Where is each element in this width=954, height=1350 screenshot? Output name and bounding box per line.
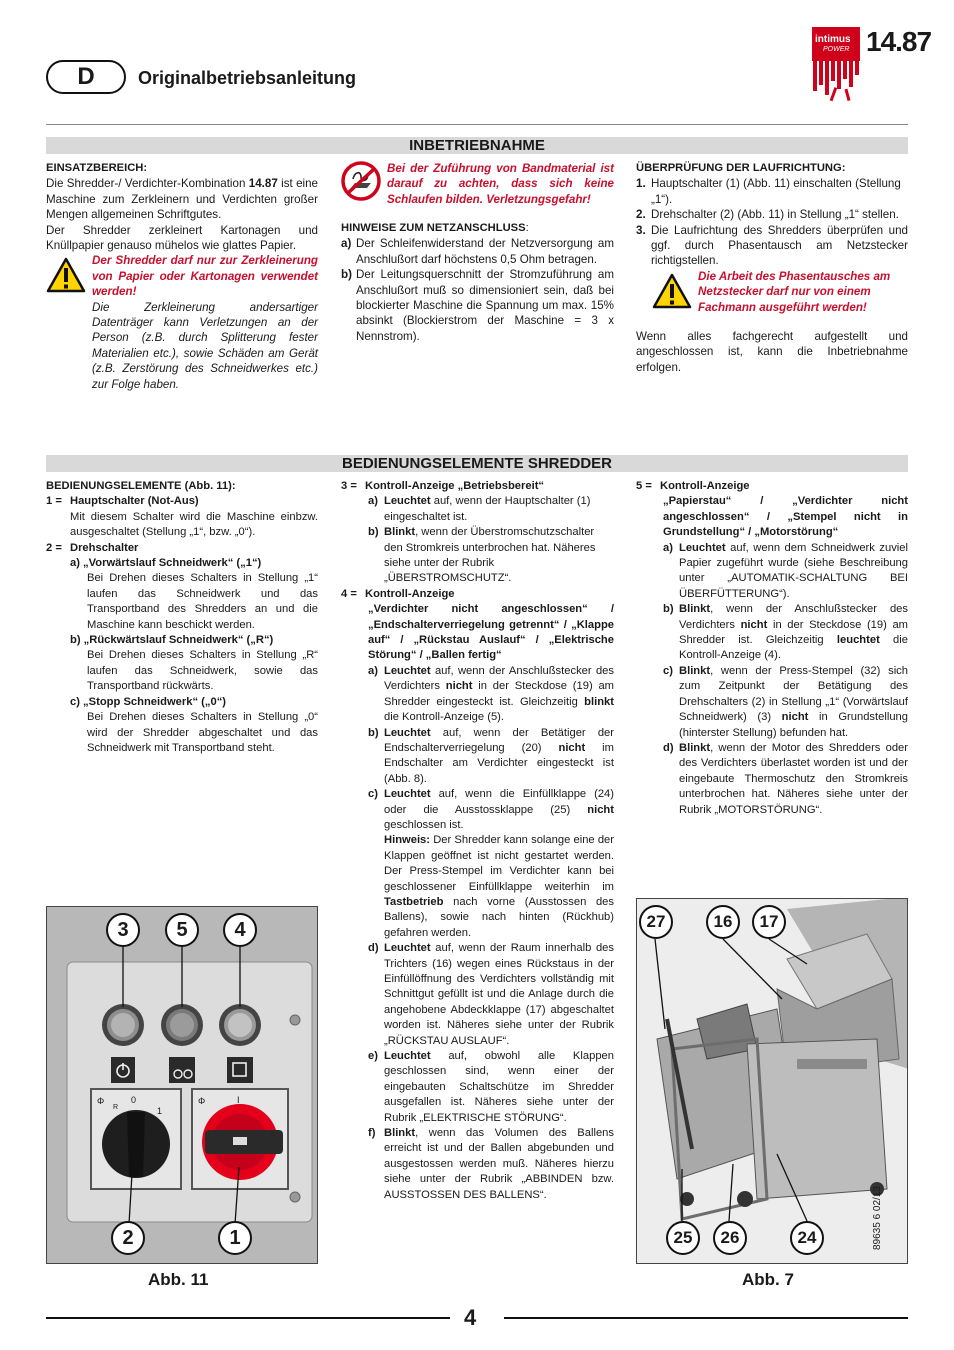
- item-4d: d) Leuchtet auf, wenn der Raum innerhalb des Trichters (16) wegen eines Rückstaus in der Einfüllöffnung des Verdichters vollständig mit Schnittgut gefüllt ist und die Anlage durch die angehobene Abdeckklappe (17) abgeschaltet worden ist. Näheres siehe unter der Rubrik „RÜCKSTAU AUSLAUF“.: [368, 942, 614, 1047]
- item-4c: c) Leuchtet auf, wenn die Einfüllklappe (24) oder die Ausstossklappe (25) nicht geschlossen ist. Hinweis: Der Shredder kann solange eine der Klappen geöffnet ist nicht gestartet werden. Der Press-Stempel im Verdichter kann bei geschlossener Einfüllklappe weiterhin im Tastbetrieb nach vorne (Ausstossen des Ballens), sowie nach hinten (Rückhub) gefahren werden.: [368, 787, 614, 941]
- s1-col1: [46, 161, 318, 392]
- callout-lines: [637, 899, 908, 1264]
- item-4-subtitle: „Verdichter nicht angeschlossen“ / „Endschalterverriegelung getrennt“ / „Klappe auf“ / „Rückstau Auslauf“ / „Elektrische Störung“ / „Ballen fertig“: [368, 603, 614, 662]
- warning-triangle-icon: [46, 257, 86, 293]
- s2-col1: [46, 479, 318, 756]
- item-1-text: Mit diesem Schalter wird die Maschine einbzw. ausgeschaltet (Stellung „1“, bzw. „0“).: [70, 510, 318, 539]
- document-code: 89635 6 02/13: [872, 1186, 883, 1250]
- warning-triangle-icon: [652, 273, 692, 309]
- model-number: 14.87: [866, 26, 932, 57]
- item-3b: b) Blinkt, wenn der Überstromschutzschalter den Stromkreis unterbrochen hat. Näheres siehe unter der Rubrik „ÜBERSTROMSCHUTZ“.: [368, 526, 596, 585]
- callout-2: 2: [111, 1221, 145, 1255]
- warning-note: Die Zerkleinerung andersartiger Datenträger kann Verletzungen an der Person (z.B. durch Splitterung fester Materialien etc.), sowie Schäden am Gerät (z.B. Zerstörung des Schneidwerkes etc.) zur Folge haben.: [92, 300, 318, 391]
- item-2b-title: b) „Rückwärtslauf Schneidwerk“ („R“): [70, 634, 274, 647]
- switch-left-label-1: 1: [157, 1106, 163, 1116]
- item-2c-title: c) „Stopp Schneidwerk“ („0“): [70, 695, 227, 708]
- item-4c-hint: Hinweis: Der Shredder kann solange eine der Klappen geöffnet ist nicht gestartet werden. Der Press-Stempel im Verdichter kann bei geschlossener Einfüllklappe weiterhin im Tastbetrieb nach vorne (Ausstossen des Ballens), sowie nach hinten (Rückhub) gefahren werden.: [384, 834, 614, 939]
- switch-left-label-phi: Φ: [97, 1096, 105, 1106]
- netzanschluss-item: a) Der Schleifenwiderstand der Netzversorgung am Anschlußort darf höchstens 0,5 Ohm betragen.: [341, 237, 614, 266]
- item-2b-text: Bei Drehen dieses Schalters in Stellung „R“ laufen das Schneidwerk, sowie das Transportband rückwärts.: [87, 649, 318, 693]
- switch-left-label-0: 0: [131, 1095, 137, 1105]
- brand-name: intimus: [815, 34, 851, 45]
- header-rule: [46, 124, 908, 125]
- callout-26: 26: [713, 1221, 747, 1255]
- netzanschluss-heading: HINWEISE ZUM NETZANSCHLUSS:: [341, 222, 529, 234]
- netzanschluss-item: b) Der Leitungsquerschnitt der Stromzuführung am Anschlußort muß so dimensioniert sein, daß bei blockierter Maschine die Spannung um max. 15% absinkt (Blockierstrom der Maschine = 3 x Nennstrom).: [341, 268, 614, 343]
- figure-11-control-panel: [46, 906, 318, 1264]
- language-badge: [46, 60, 126, 94]
- s1-col3: [636, 161, 908, 375]
- item-2: 2 = Drehschalter: [46, 541, 139, 554]
- figure-7-machine: [636, 898, 908, 1264]
- einsatzbereich-heading: EINSATZBEREICH:: [46, 162, 148, 174]
- callout-lines: [47, 907, 318, 1264]
- switch-right-label-i: I: [237, 1095, 240, 1105]
- figure-11-caption: Abb. 11: [148, 1270, 209, 1289]
- bedienungselemente-heading: BEDIENUNGSELEMENTE (Abb. 11):: [46, 480, 236, 492]
- item-3: 3 = Kontroll-Anzeige „Betriebsbereit“: [341, 480, 545, 492]
- warning-band-loops: Bei der Zuführung von Bandmaterial ist darauf zu achten, dass sich keine Schlaufen bilden. Verletzungsgefahr!: [387, 162, 614, 206]
- figure-7-caption: Abb. 7: [742, 1270, 794, 1289]
- switch-right-label-phi: Φ: [198, 1096, 206, 1106]
- footer-rule-left: [46, 1317, 450, 1319]
- warning-phase-swap: Die Arbeit des Phasentausches am Netzstecker darf nur von einem Fachmann ausgeführt werden!: [698, 269, 891, 314]
- callout-3: 3: [106, 913, 140, 947]
- laufrichtung-step: 2. Drehschalter (2) (Abb. 11) in Stellung „1“ stellen.: [636, 208, 899, 222]
- item-5a: a) Leuchtet auf, wenn dem Schneidwerk zuviel Papier zugeführt wurde (siehe Beschreibung unter „AUTOMATIK-SCHALTUNG BEI ÜBERFÜTTERUNG“).: [663, 541, 908, 600]
- item-4e: e) Leuchtet auf, obwohl alle Klappen geschlossen sind, wenn einer der eingebauten Schaltschütze im Shredder ausgefallen ist. Näheres siehe unter der Rubrik „ELEKTRISCHE STÖRUNG“.: [368, 1050, 614, 1124]
- page-number: 4: [464, 1305, 477, 1330]
- laufrichtung-final: Wenn alles fachgerecht aufgestellt und angeschlossen ist, kann die Inbetriebnahme erfolgen.: [636, 330, 908, 374]
- item-5-subtitle: „Papierstau“ / „Verdichter nicht angeschlossen“ / „Stempel nicht in Grundstellung“ / „Motorstörung“: [663, 495, 908, 539]
- item-5d: d) Blinkt, wenn der Motor des Shredders oder des Verdichters überlastet worden ist und der eingebaute Thermoschutz den Stromkreis unterbrochen hat. Näheres siehe unter der Rubrik „MOTORSTÖRUNG“.: [663, 741, 908, 816]
- switch-left-label-r: R: [113, 1104, 119, 1111]
- item-1: 1 = Hauptschalter (Not-Aus): [46, 495, 199, 508]
- einsatzbereich-text-2: Der Shredder zerkleinert Kartonagen und Knüllpapier genauso mühelos wie glattes Papier.: [46, 223, 318, 253]
- callout-16: 16: [706, 905, 740, 939]
- footer-rule-right: [504, 1317, 908, 1319]
- callout-4: 4: [223, 913, 257, 947]
- s1-col2: [341, 161, 614, 344]
- item-4f: f) Blinkt, wenn das Volumen des Ballens erreicht ist und der Ballen abgebunden und ausgestossen werden muß. Näheres hierzu siehe unter der Rubrik „ABBINDEN bzw. AUSSTOSSEN DES BALLENS“.: [368, 1127, 614, 1201]
- doc-title: Originalbetriebsanleitung: [138, 68, 357, 88]
- item-5b: b) Blinkt, wenn der Anschlußstecker des Verdichters nicht in der Steckdose (19) am Shredder ist. Gleichzeitig leuchtet die Kontroll-Anzeige (4).: [663, 603, 908, 662]
- item-3a: a) Leuchtet auf, wenn der Hauptschalter (1) eingeschaltet ist.: [368, 495, 591, 523]
- callout-25: 25: [666, 1221, 700, 1255]
- callout-24: 24: [790, 1221, 824, 1255]
- language-badge-label: D: [77, 63, 95, 90]
- item-2c-text: Bei Drehen dieses Schalters in Stellung „0“ wird der Shredder abgeschaltet und das Schneidwerk mit Transportband steht.: [87, 711, 318, 754]
- callout-5: 5: [165, 913, 199, 947]
- item-2a-title: a) „Vorwärtslauf Schneidwerk“ („1“): [70, 557, 262, 570]
- callout-17: 17: [752, 905, 786, 939]
- section-title-bedienungselemente: BEDIENUNGSELEMENTE SHREDDER: [46, 455, 908, 472]
- callout-1: 1: [218, 1221, 252, 1255]
- laufrichtung-step: 1. Hauptschalter (1) (Abb. 11) einschalten (Stellung „1“).: [636, 177, 901, 206]
- brand-sub: POWER: [823, 46, 850, 53]
- laufrichtung-heading: ÜBERPRÜFUNG DER LAUFRICHTUNG:: [636, 162, 846, 174]
- section-title-inbetriebnahme: INBETRIEBNAHME: [46, 137, 908, 154]
- item-5: 5 = Kontroll-Anzeige: [636, 480, 750, 492]
- item-4b: b) Leuchtet auf, wenn der Betätiger der Endschalterverriegelung (20) nicht im Endschalter am Verdichter eingesteckt ist (Abb. 8).: [368, 726, 614, 785]
- item-5c: c) Blinkt, wenn der Press-Stempel (32) sich zum Zeitpunkt der Betätigung des Drehschalters (2) in Stellung „1“ (Vorwärtslauf Schneidwerk) (3) nicht in Grundstellung (hinterster Stellung) befunden hat.: [663, 664, 908, 739]
- item-4: 4 = Kontroll-Anzeige: [341, 587, 455, 600]
- warning-paper-only: Der Shredder darf nur zur Zerkleinerung von Papier oder Kartonagen verwendet werden!: [92, 254, 318, 299]
- item-4a: a) Leuchtet auf, wenn der Anschlußstecker des Verdichters nicht in der Steckdose (19) am Shredder eingesteckt ist. Gleichzeitig blinkt die Kontroll-Anzeige (5).: [368, 664, 615, 724]
- laufrichtung-step: 3. Die Laufrichtung des Shredders überprüfen und ggf. durch Phasentausch am Netzstecker richtigstellen.: [636, 223, 908, 268]
- item-2a-text: Bei Drehen dieses Schalters in Stellung „1“ laufen das Schneidwerk und das Transportband des Shredders an und die Maschine kann beschickt werden.: [87, 572, 318, 631]
- einsatzbereich-text: Die Shredder-/ Verdichter-Kombination 14.87 ist eine Maschine zum Zerkleinern und Verdichten großer Mengen allgemeinen Schriftgutes.: [46, 177, 318, 222]
- s2-col3: [636, 479, 908, 818]
- callout-27: 27: [639, 905, 673, 939]
- no-loops-warning-icon: [341, 161, 381, 201]
- s2-col2: [341, 479, 614, 1203]
- brand-logo: [812, 27, 862, 107]
